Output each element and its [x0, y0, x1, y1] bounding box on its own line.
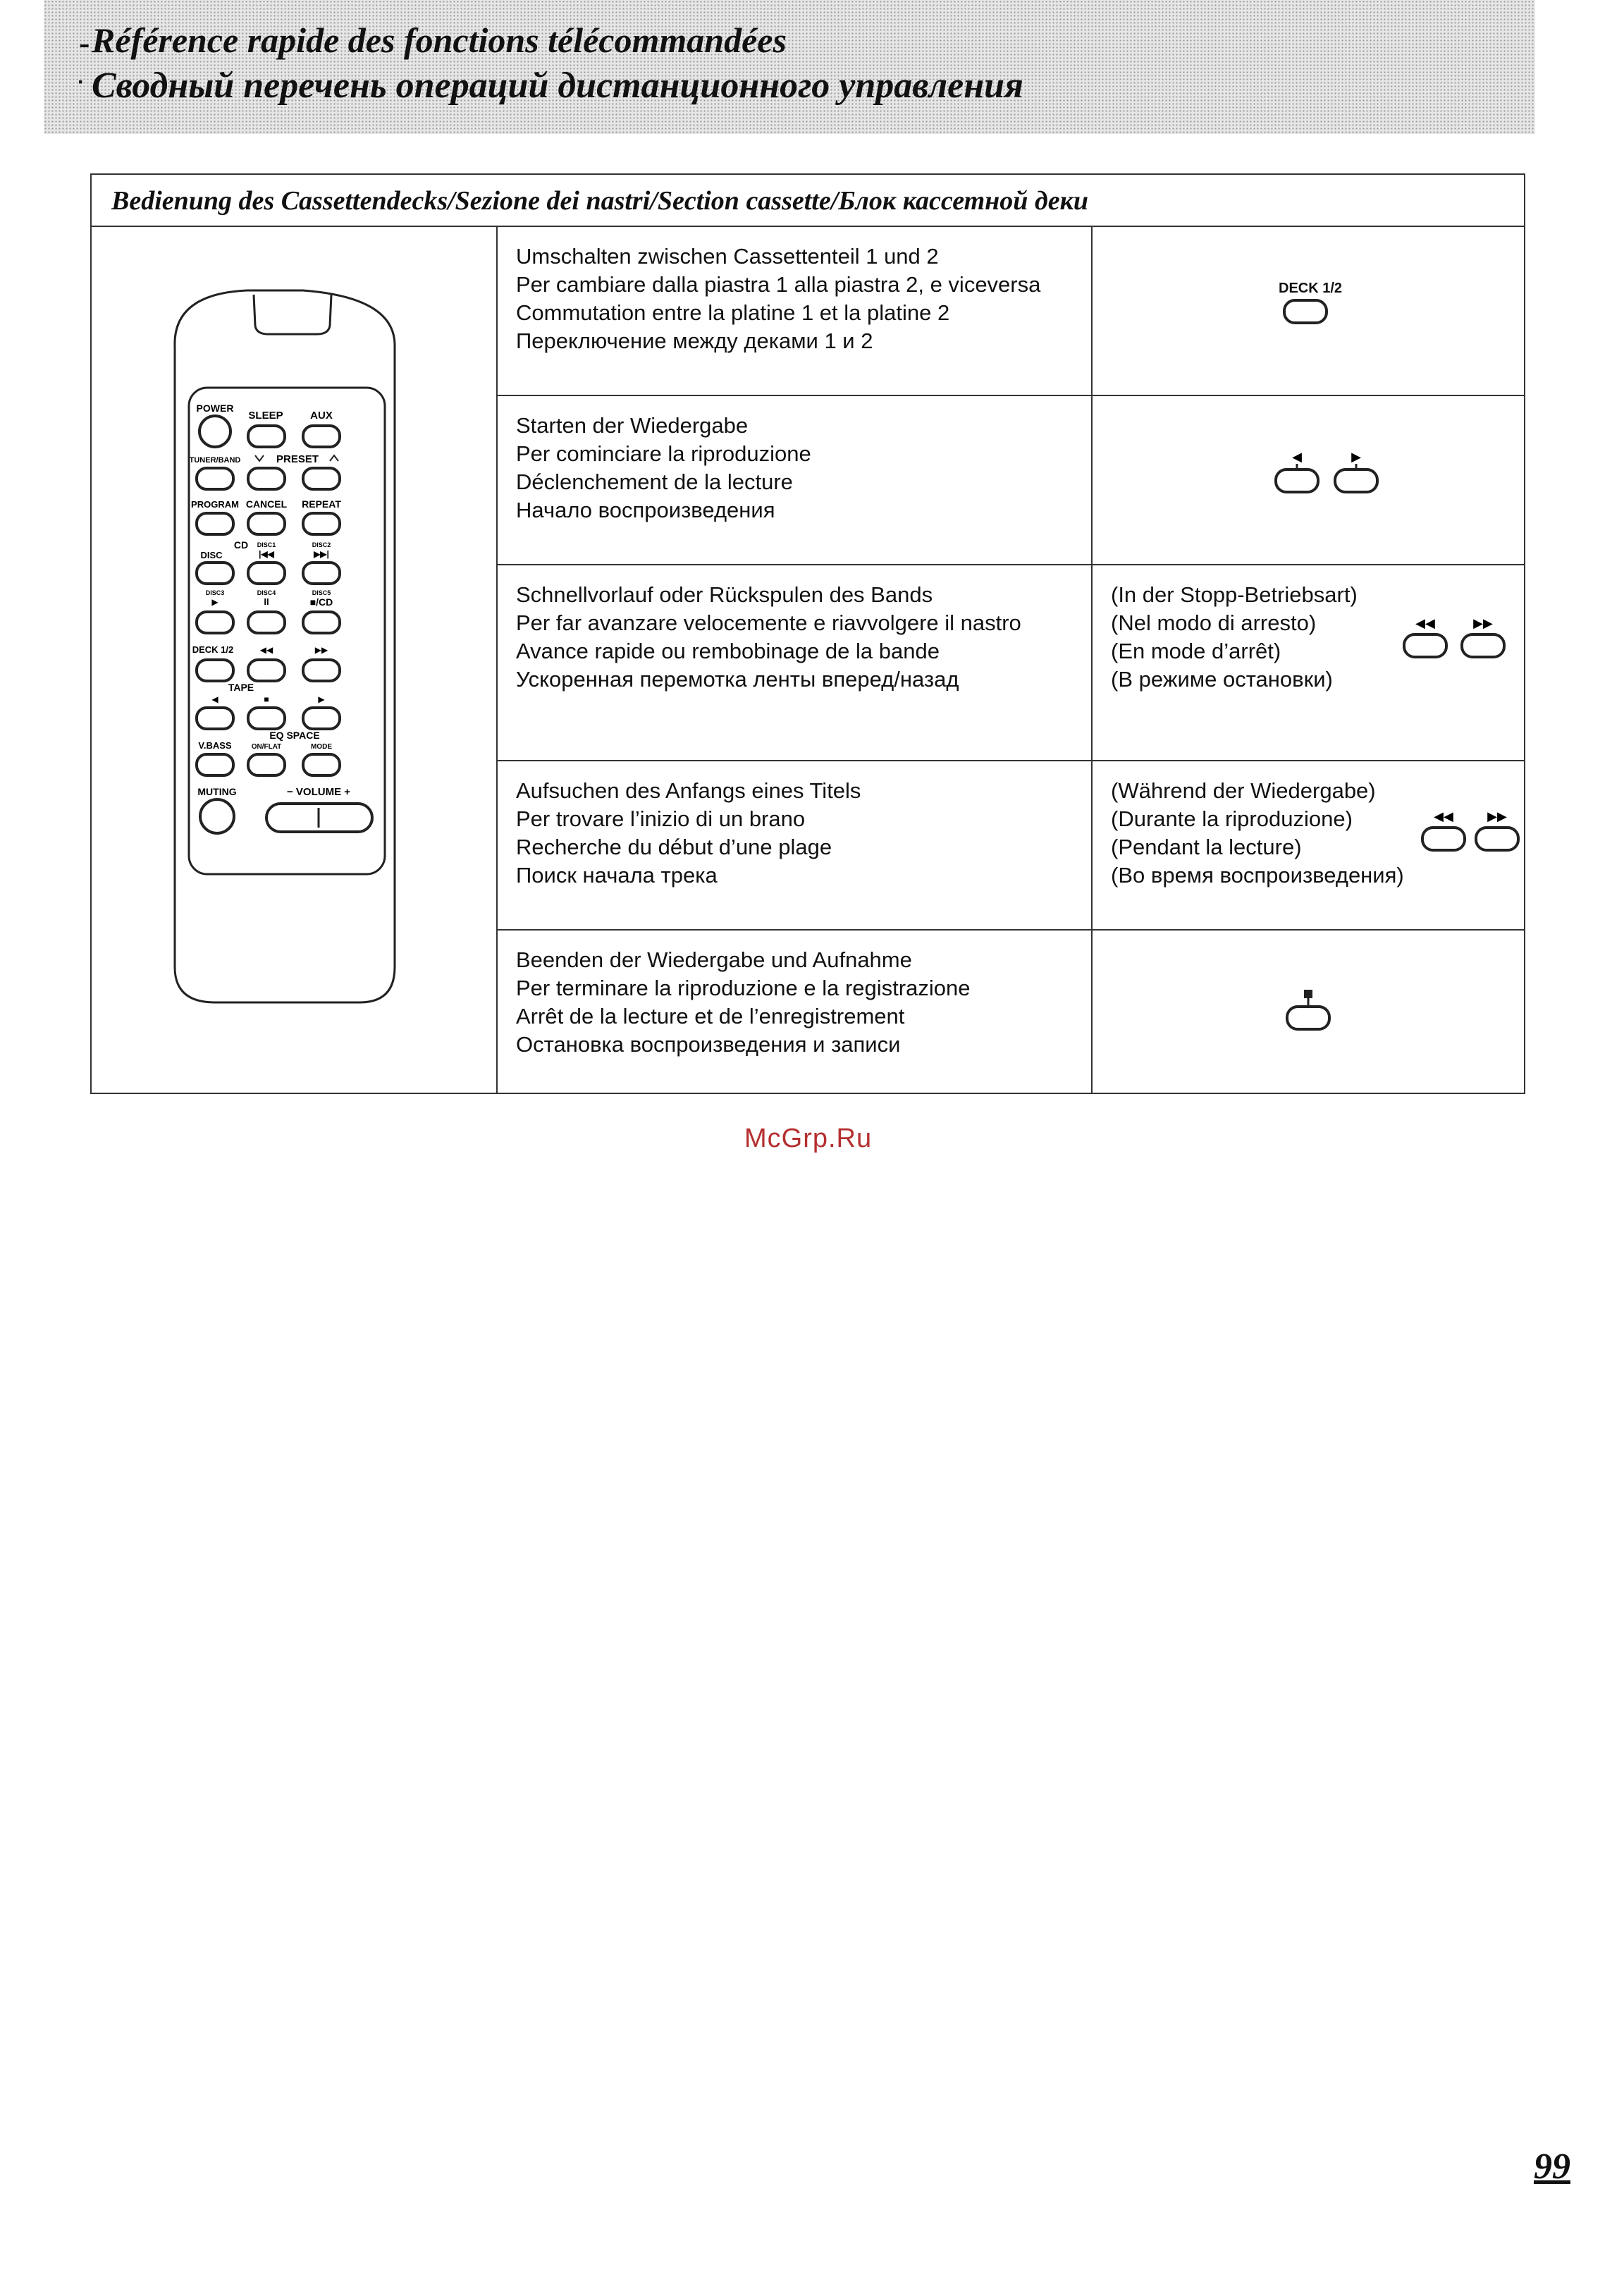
stop-button-symbol — [1284, 987, 1348, 1043]
rewind-button-icon — [1422, 828, 1465, 850]
description-line-de: Schnellvorlauf oder Rückspulen des Bands — [516, 582, 933, 607]
disc1-button — [248, 563, 285, 584]
fast-forward-icon: ▶▶ — [1473, 616, 1493, 630]
rewind-icon: ◀◀ — [259, 645, 273, 655]
reverse-play-icon: ◀ — [1292, 450, 1302, 464]
description-line-it: Per terminare la riproduzione e la registrazione — [516, 976, 971, 1000]
disc-button — [197, 563, 233, 584]
description-line-de: Beenden der Wiedergabe und Aufnahme — [516, 947, 912, 972]
function-row-stop — [498, 931, 1525, 1094]
description-line-de: Umschalten zwischen Cassettenteil 1 und 2 — [516, 244, 939, 269]
remote-label-mode: MODE — [311, 743, 332, 751]
description-line-ru: Переключение между деками 1 и 2 — [516, 329, 873, 353]
skip-forward-icon: ▶▶| — [314, 549, 329, 559]
deck-button — [197, 660, 233, 681]
row-description — [498, 565, 1093, 760]
repeat-button — [303, 513, 340, 534]
remote-label-stop-cd: ■/CD — [309, 596, 333, 608]
tuner-band-button — [197, 468, 233, 489]
remote-label-disc1: DISC1 — [257, 541, 276, 548]
preset-down-icon — [255, 455, 264, 461]
deck-button-symbol — [1279, 281, 1342, 330]
preset-up-button — [303, 468, 340, 489]
remote-label-disc4: DISC4 — [257, 589, 276, 596]
v-bass-button — [197, 754, 233, 775]
mode-button — [303, 754, 340, 775]
remote-label-disc: DISC — [200, 550, 223, 560]
header-title-ru: Сводный перечень операций дистанционного управления — [92, 66, 1023, 106]
remote-label-v-bass: V.BASS — [198, 740, 232, 751]
fast-forward-button — [303, 660, 340, 681]
remote-label-cd: CD — [233, 539, 249, 551]
row-condition — [1111, 581, 1358, 694]
tape-stop-icon: ■ — [264, 694, 269, 704]
deck-button-icon — [1284, 300, 1327, 323]
remote-label-cancel: CANCEL — [245, 498, 288, 510]
header-bullet: · — [78, 70, 85, 94]
description-line-it: Per cominciare la riproduzione — [516, 441, 811, 466]
function-row-deck-switch — [498, 227, 1525, 396]
cd-pause-icon: II — [264, 596, 269, 607]
stop-button-icon — [1287, 1007, 1329, 1029]
description-line-ru: Начало воспроизведения — [516, 498, 775, 522]
description-line-fr: Commutation entre la platine 1 et la platine 2 — [516, 300, 950, 325]
tape-play-icon: ▶ — [318, 694, 325, 704]
row-description — [498, 761, 1093, 929]
rewind-ff-buttons-symbol — [1418, 808, 1524, 864]
muting-button — [200, 799, 234, 833]
play-buttons-symbol — [1272, 448, 1398, 505]
remote-label-eq-space: EQ SPACE — [269, 730, 320, 741]
description-line-de: Starten der Wiedergabe — [516, 413, 749, 438]
play-icon: ▶ — [1351, 450, 1361, 464]
remote-label-muting: MUTING — [197, 786, 237, 797]
page-number: 99 — [1534, 2147, 1570, 2187]
aux-button — [303, 426, 340, 447]
preset-up-icon — [330, 455, 338, 461]
condition-line-ru: (В режиме остановки) — [1111, 667, 1333, 692]
description-line-ru: Ускоренная перемотка ленты вперед/назад — [516, 667, 959, 692]
condition-line-it: (Durante la riproduzione) — [1111, 806, 1353, 831]
condition-line-de: (In der Stopp-Betriebsart) — [1111, 582, 1358, 607]
row-description — [498, 227, 1093, 395]
function-row-play — [498, 396, 1525, 565]
rewind-button-icon — [1404, 634, 1446, 657]
function-table — [90, 173, 1525, 1094]
tape-play-button — [303, 708, 340, 729]
condition-line-ru: (Во время воспроизведения) — [1111, 863, 1404, 888]
condition-line-it: (Nel modo di arresto) — [1111, 610, 1317, 635]
description-line-fr: Arrêt de la lecture et de l’enregistrement — [516, 1004, 905, 1029]
description-line-ru: Поиск начала трека — [516, 863, 718, 888]
description-line-it: Per cambiare dalla piastra 1 alla piastra 2, e viceversa — [516, 272, 1041, 297]
description-line-fr: Avance rapide ou rembobinage de la bande — [516, 639, 940, 663]
watermark: McGrp.Ru — [744, 1124, 873, 1153]
program-button — [197, 513, 233, 534]
description-line-fr: Recherche du début d’une plage — [516, 835, 832, 859]
tape-stop-button — [248, 708, 285, 729]
remote-label-sleep: SLEEP — [248, 410, 283, 422]
description-line-it: Per far avanzare velocemente e riavvolgere il nastro — [516, 610, 1021, 635]
cd-play-icon: ▶ — [211, 597, 219, 607]
remote-control-illustration — [92, 227, 498, 1094]
function-row-wind — [498, 565, 1525, 761]
description-line-it: Per trovare l’inizio di un brano — [516, 806, 806, 831]
description-line-de: Aufsuchen des Anfangs eines Titels — [516, 778, 861, 803]
deck-button-label: DECK 1/2 — [1279, 281, 1343, 296]
fast-forward-icon: ▶▶ — [314, 645, 328, 655]
cd-play-button — [197, 612, 233, 633]
fast-forward-button-icon — [1462, 634, 1504, 657]
cancel-button — [248, 513, 285, 534]
remote-label-tape: TAPE — [228, 682, 254, 693]
rewind-icon: ◀◀ — [1434, 809, 1453, 823]
condition-line-fr: (Pendant la lecture) — [1111, 835, 1302, 859]
remote-ir-window — [254, 295, 331, 334]
disc2-button — [303, 563, 340, 584]
remote-label-tuner-band: TUNER/BAND — [189, 456, 241, 465]
tape-reverse-play-icon: ◀ — [211, 694, 219, 704]
condition-line-fr: (En mode d’arrêt) — [1111, 639, 1281, 663]
header-dash: - — [79, 25, 90, 61]
remote-label-program: PROGRAM — [191, 499, 239, 510]
remote-illustration-cell — [92, 227, 498, 1094]
function-row-track-search — [498, 761, 1525, 931]
row-condition — [1111, 777, 1404, 890]
cd-pause-button — [248, 612, 285, 633]
remote-label-disc2: DISC2 — [312, 541, 331, 548]
play-button-icon — [1335, 469, 1377, 492]
remote-label-power: POWER — [196, 403, 234, 414]
remote-label-aux: AUX — [310, 410, 333, 422]
rewind-ff-buttons-symbol — [1400, 615, 1520, 671]
skip-back-icon: |◀◀ — [259, 549, 274, 559]
condition-line-de: (Während der Wiedergabe) — [1111, 778, 1376, 803]
description-line-fr: Déclenchement de la lecture — [516, 469, 793, 494]
power-button — [199, 416, 230, 447]
stop-icon — [1304, 990, 1312, 998]
remote-label-on-flat: ON/FLAT — [251, 743, 282, 751]
sleep-button — [248, 426, 285, 447]
description-line-ru: Остановка воспроизведения и записи — [516, 1032, 901, 1057]
rewind-icon: ◀◀ — [1415, 616, 1435, 630]
remote-label-disc5: DISC5 — [312, 589, 331, 596]
fast-forward-icon: ▶▶ — [1487, 809, 1507, 823]
row-description — [498, 931, 1093, 1094]
row-description — [498, 396, 1093, 564]
remote-label-disc3: DISC3 — [205, 589, 225, 596]
stop-cd-button — [303, 612, 340, 633]
preset-down-button — [248, 468, 285, 489]
remote-label-preset: PRESET — [276, 453, 319, 465]
rewind-button — [248, 660, 285, 681]
remote-label-deck: DECK 1/2 — [192, 644, 234, 655]
remote-label-repeat: REPEAT — [302, 498, 341, 510]
fast-forward-button-icon — [1476, 828, 1518, 850]
header-title-fr: Référence rapide des fonctions télécommandées — [92, 20, 787, 60]
tape-reverse-play-button — [197, 708, 233, 729]
on-flat-button — [248, 754, 285, 775]
remote-label-volume: − VOLUME + — [286, 786, 351, 798]
section-title: Bedienung des Cassettendecks/Sezione dei nastri/Section cassette/Блок кассетной деки — [92, 175, 1524, 227]
reverse-play-button-icon — [1276, 469, 1318, 492]
